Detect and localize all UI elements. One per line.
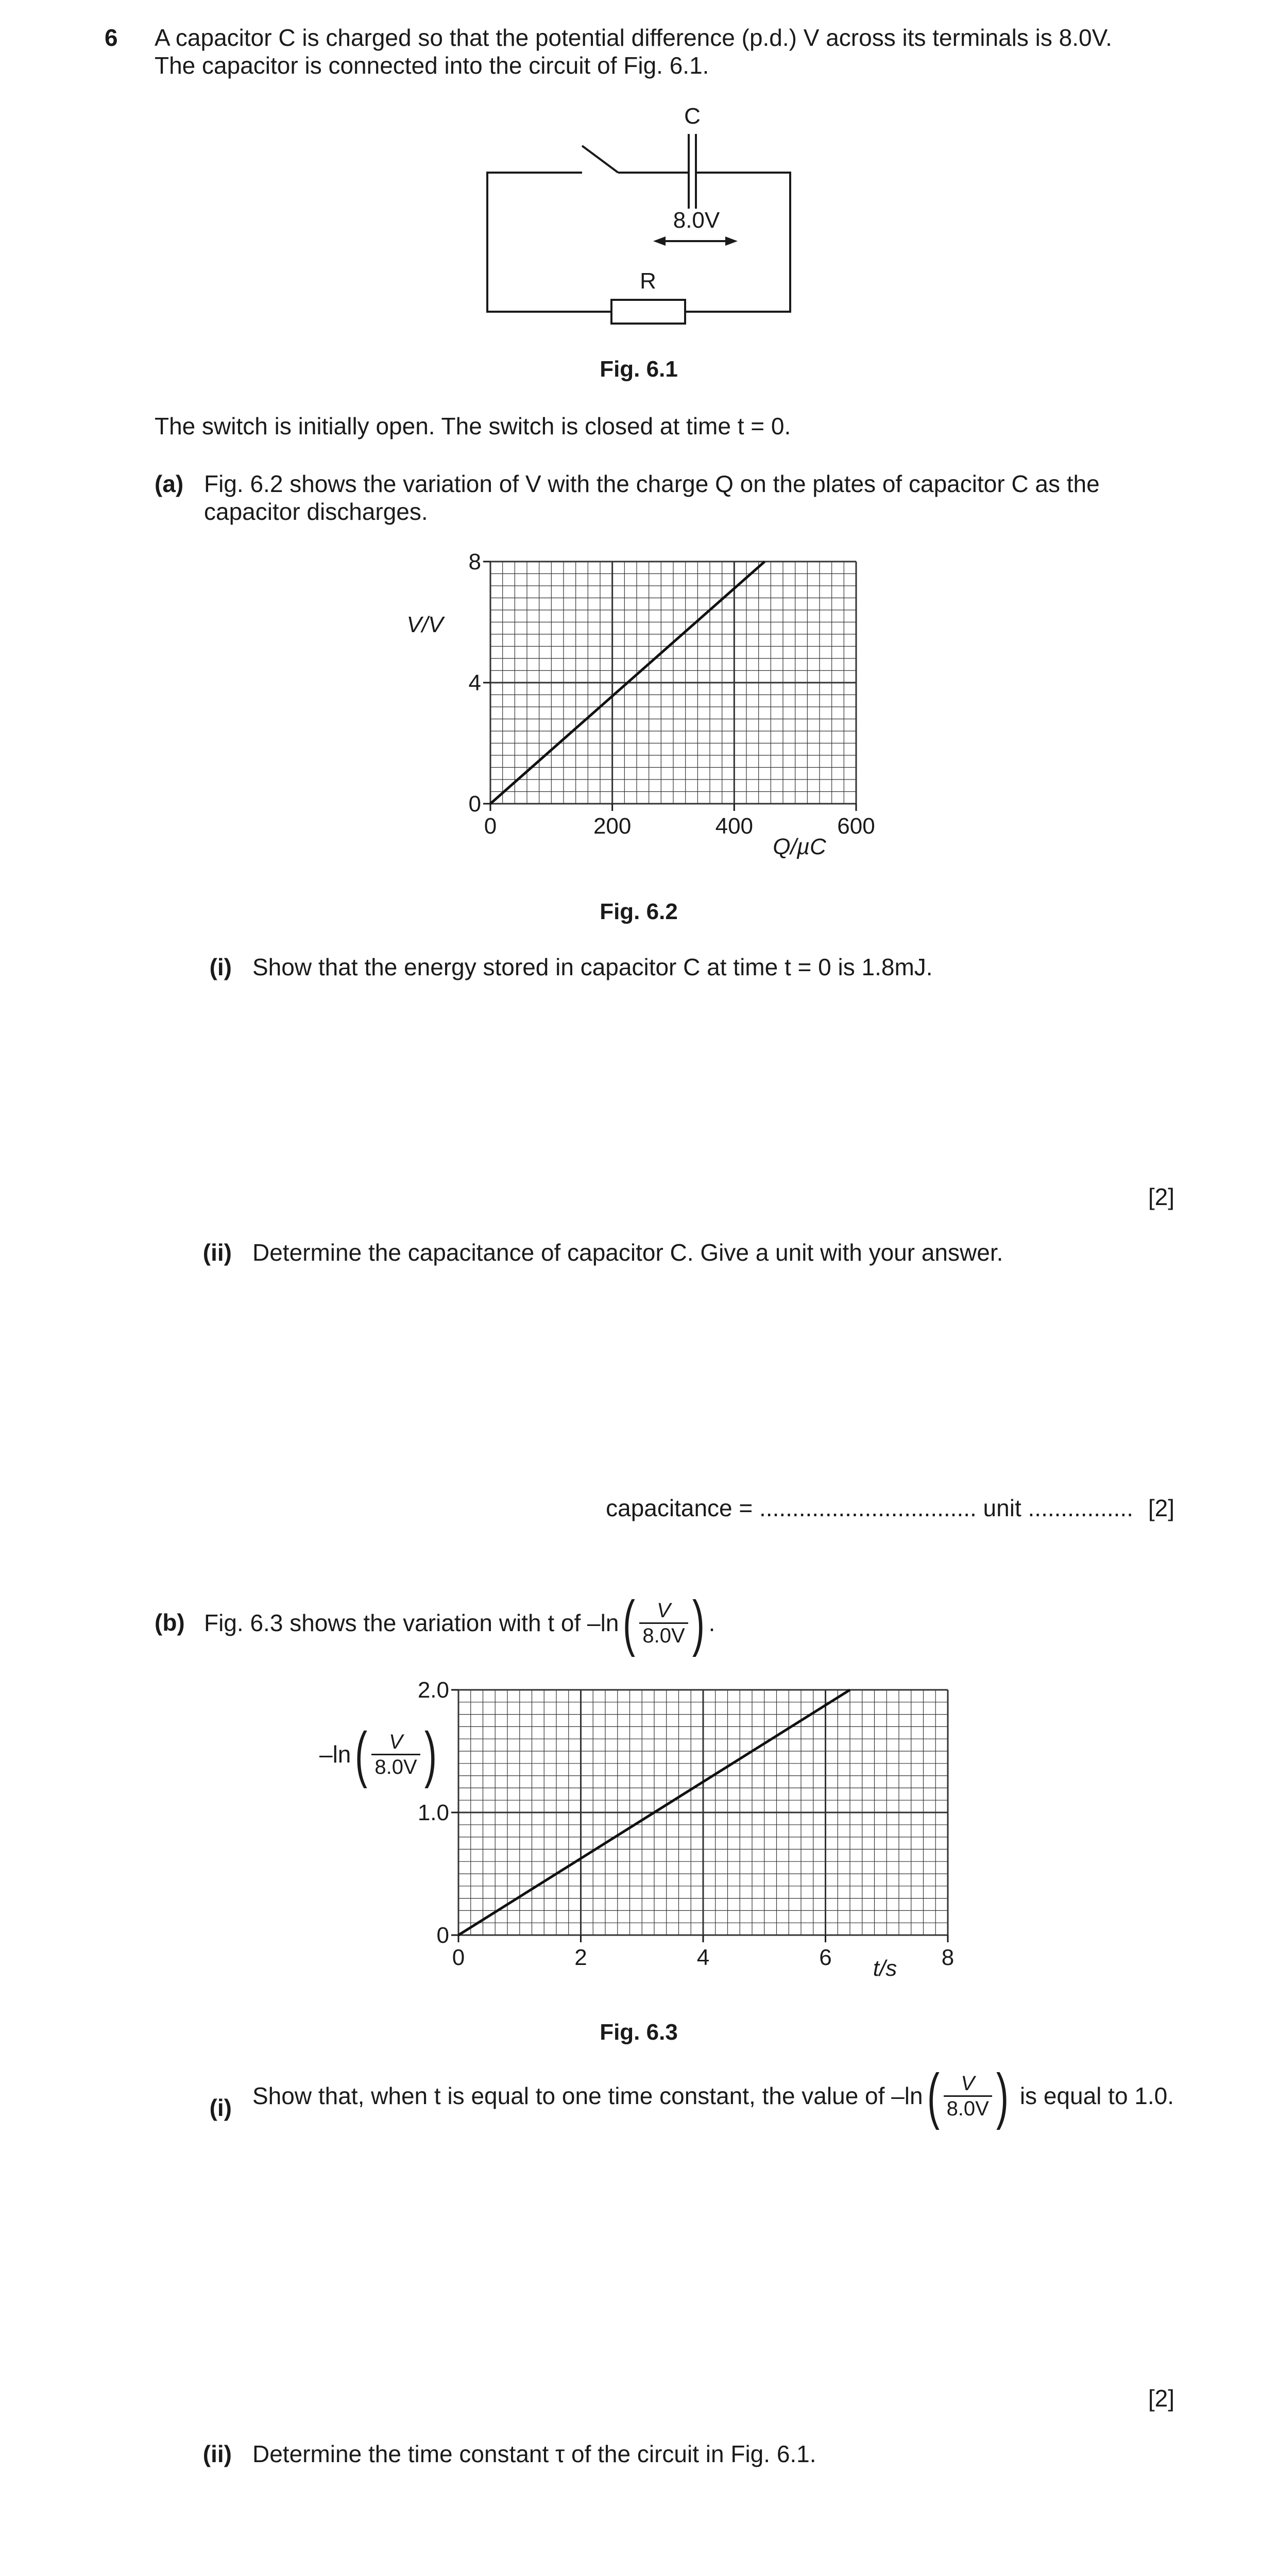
fraction-numerator: V — [944, 2072, 992, 2097]
y-label-prefix: –ln — [319, 1741, 351, 1768]
left-paren: ( — [355, 1720, 368, 1789]
resistor-label: R — [640, 268, 656, 294]
part-b-i-marks: [2] — [1148, 2385, 1174, 2412]
y-tick-label: 0 — [436, 1923, 449, 1948]
y-tick-label: 8 — [468, 549, 481, 574]
circuit-diagram — [464, 98, 824, 335]
part-b-i-label: (i) — [209, 2094, 232, 2121]
y-tick-label: 4 — [468, 670, 481, 696]
fraction-numerator: V — [639, 1599, 688, 1624]
fraction — [371, 1730, 420, 1779]
x-tick-label: 0 — [452, 1945, 465, 1970]
fig-6-2-chart — [381, 546, 896, 876]
part-b-label: (b) — [155, 1609, 185, 1636]
part-a-i-text: Show that the energy stored in capacitor C at time t = 0 is 1.8mJ. — [252, 954, 933, 980]
y-tick-label: 2.0 — [417, 1677, 449, 1703]
right-paren: ) — [692, 1588, 705, 1657]
x-tick-label: 200 — [593, 814, 632, 839]
part-a-i-marks: [2] — [1148, 1183, 1174, 1210]
fraction-denominator: 8.0V — [374, 1755, 417, 1778]
right-paren: ) — [996, 2061, 1009, 2130]
part-a-ii-marks: [2] — [1148, 1495, 1174, 1521]
fraction — [944, 2072, 992, 2121]
part-a-i-label: (i) — [209, 954, 232, 980]
right-paren: ) — [424, 1720, 437, 1789]
part-a-ii-text: Determine the capacitance of capacitor C. Give a unit with your answer. — [252, 1239, 1003, 1266]
fraction-denominator: 8.0V — [946, 2097, 989, 2120]
left-paren: ( — [623, 1588, 636, 1657]
part-b-i-text-suffix: is equal to 1.0. — [1019, 2082, 1174, 2109]
part-b-ii-label: (ii) — [202, 2441, 232, 2467]
x-tick-label: 600 — [837, 814, 875, 839]
x-tick-label: 400 — [715, 814, 754, 839]
part-b-ii-text: Determine the time constant τ of the circuit in Fig. 6.1. — [252, 2441, 816, 2467]
fraction — [639, 1599, 688, 1648]
y-tick-label: 1.0 — [417, 1800, 449, 1825]
x-tick-label: 4 — [696, 1945, 710, 1970]
part-b-i-text — [252, 2060, 1174, 2132]
x-axis-label: t/s — [873, 1956, 897, 1981]
part-b-text-prefix: Fig. 6.3 shows the variation with t of –ln — [204, 1609, 619, 1636]
fraction-denominator: 8.0V — [642, 1624, 685, 1647]
fig-6-3-y-axis-label — [319, 1721, 441, 1788]
fig-6-3-caption: Fig. 6.3 — [600, 2020, 678, 2045]
question-number: 6 — [105, 24, 118, 51]
part-a-text-line-1: Fig. 6.2 shows the variation of V with the charge Q on the plates of capacitor C as the — [204, 470, 1100, 497]
capacitor-label: C — [684, 104, 701, 129]
part-a-label: (a) — [155, 470, 184, 497]
x-tick-label: 2 — [574, 1945, 587, 1970]
intro-line-1: A capacitor C is charged so that the potential difference (p.d.) V across its terminals is 8.0V. — [155, 24, 1112, 51]
x-tick-label: 8 — [941, 1945, 955, 1970]
part-a-text-line-2: capacitor discharges. — [204, 498, 428, 525]
pd-label: 8.0V — [673, 208, 720, 233]
intro-line-2: The capacitor is connected into the circuit of Fig. 6.1. — [155, 52, 709, 79]
part-b-text-suffix: . — [708, 1609, 715, 1636]
switch-text: The switch is initially open. The switch is closed at time t = 0. — [155, 413, 791, 439]
part-b-i-text-prefix: Show that, when t is equal to one time constant, the value of –ln — [252, 2082, 923, 2109]
capacitance-answer-line[interactable]: capacitance = ................................. unit ................ — [606, 1495, 1133, 1521]
left-paren: ( — [927, 2061, 940, 2130]
fraction-numerator: V — [371, 1730, 420, 1755]
x-axis-label: Q/µC — [773, 834, 826, 859]
y-axis-label: V/V — [406, 612, 444, 637]
fig-6-2-caption: Fig. 6.2 — [600, 899, 678, 924]
part-b-text — [204, 1587, 715, 1659]
fig-6-3-chart — [309, 1664, 979, 1994]
fig-6-1-caption: Fig. 6.1 — [600, 357, 678, 382]
part-a-ii-label: (ii) — [202, 1239, 232, 1266]
x-tick-label: 6 — [819, 1945, 832, 1970]
y-tick-label: 0 — [468, 791, 481, 817]
x-tick-label: 0 — [484, 814, 497, 839]
